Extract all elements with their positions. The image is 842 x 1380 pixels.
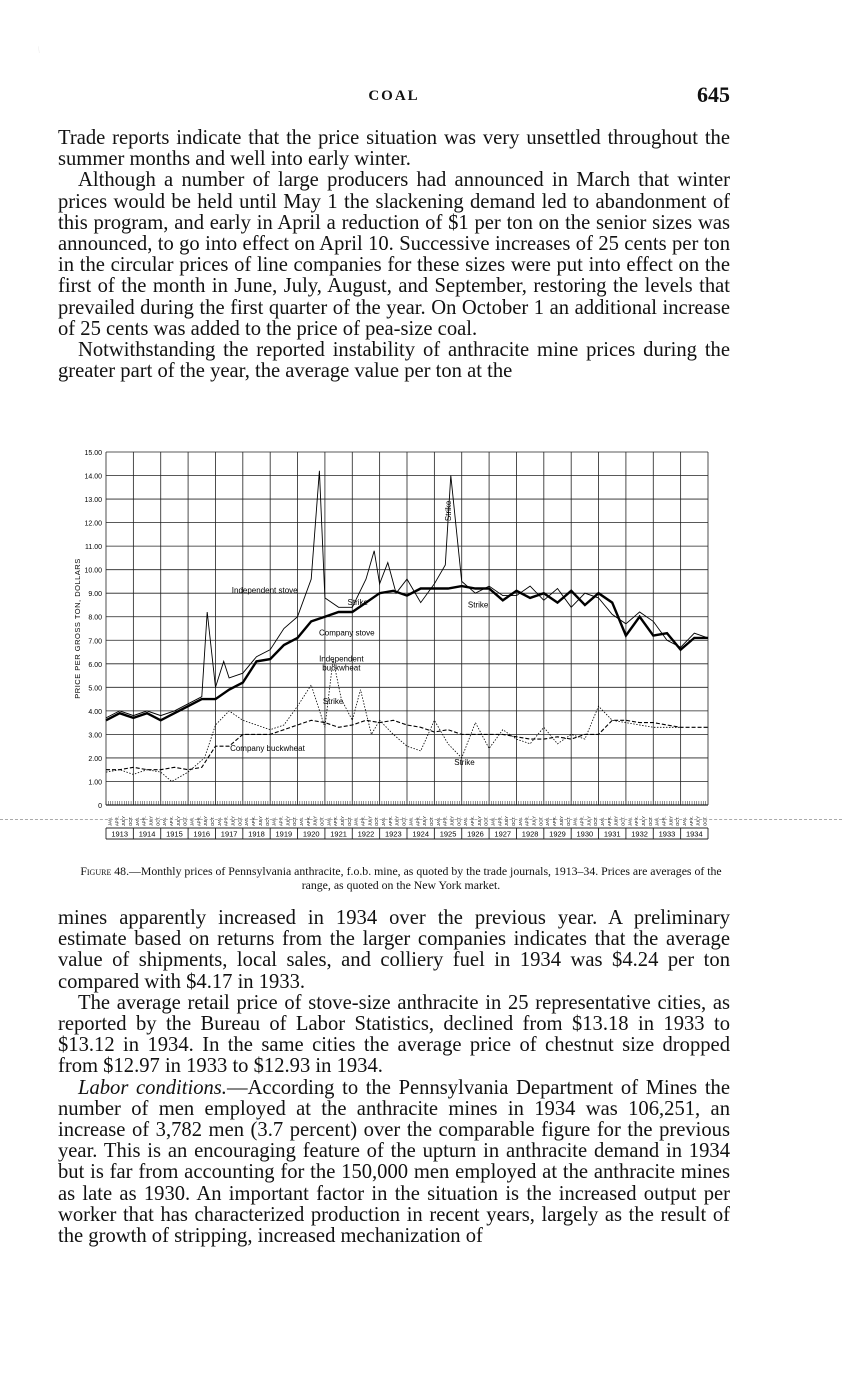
month-tick-label: JULY [504,816,510,826]
figure-chart [68,440,718,850]
month-tick-label: OCT. [401,816,407,826]
body-text-bottom [58,908,730,1247]
year-label: 1930 [576,829,594,839]
y-tick-label: 15.00 [84,450,102,457]
year-label: 1914 [138,829,156,839]
month-tick-label: JAN. [298,816,304,826]
year-label: 1920 [302,829,320,839]
month-tick-label: JAN. [435,816,441,826]
month-tick-label: OCT. [319,816,325,826]
month-tick-label: JAN. [326,816,332,826]
chart-annotation: Strike [467,600,489,610]
month-tick-label: JULY [422,816,428,826]
year-label: 1923 [384,829,402,839]
month-tick-label: JAN. [216,816,222,826]
year-label: 1921 [330,829,347,839]
month-tick-label: JAN. [134,816,140,826]
y-tick-label: 5.00 [88,685,102,693]
month-tick-label: APR. [552,816,558,826]
labor-text: —According to the Pennsylvania Department of Mines the number of men employed at the anthracite mines in 1934 was 106,251, an increase of 3,782 men (3.7 percent) over the comparable figure for the previous year. This is an encouraging feature of the upturn in anthracite demand in 1934 but is far from accounting for the 150,000 men employed at the anthracite mines as late as 1930. An important factor in the situation is the increased output per worker that has characterized production in recent years, largely as the result of the growth of stripping, increased mechanization of [58,1076,730,1248]
month-tick-label: APR. [524,816,530,826]
year-label: 1931 [603,829,621,839]
year-label: 1915 [166,829,183,839]
chart-annotation: Independent buckwheat [319,654,364,673]
month-tick-label: APR. [223,816,229,826]
y-tick-label: 2.00 [88,755,102,763]
y-tick-label: 10.00 [84,567,102,575]
month-tick-label: JULY [175,816,181,826]
month-tick-label: APR. [333,816,339,826]
month-tick-label: JAN. [654,816,660,826]
month-tick-label: JULY [531,816,537,826]
month-tick-label: OCT. [593,816,599,826]
month-tick-label: JAN. [162,816,168,826]
chart-annotation: Independent stove [231,586,298,596]
caption-text: —Monthly prices of Pennsylvania anthracite, f.o.b. mine, as quoted by the trade journals, 1913–34. Prices are averages of the range, as quoted on the New York market. [129,864,722,892]
year-label: 1918 [248,829,265,839]
y-tick-label: 8.00 [88,614,102,622]
chart-annotation: Strike [347,597,368,607]
month-tick-label: APR. [469,816,475,826]
month-tick-label: JAN. [107,816,113,826]
month-tick-label: JULY [367,816,373,826]
month-tick-label: OCT. [428,816,434,826]
y-tick-label: 13.00 [84,497,102,505]
month-tick-label: JULY [285,816,291,826]
running-head: COAL [368,88,420,104]
month-tick-label: OCT. [647,816,653,826]
month-tick-label: JULY [641,816,647,826]
year-label: 1934 [685,829,703,839]
month-tick-label: APR. [579,816,585,826]
year-label: 1926 [467,829,484,839]
month-tick-label: OCT. [374,816,380,826]
scan-rule [0,819,842,820]
month-tick-label: APR. [141,816,147,826]
y-tick-label: 7.00 [88,638,102,646]
year-label: 1928 [521,829,539,839]
month-tick-label: APR. [688,816,694,826]
month-tick-label: APR. [442,816,448,826]
month-tick-label: JAN. [271,816,277,826]
y-tick-label: 3.00 [88,732,102,740]
y-tick-label: 4.00 [88,708,102,716]
month-tick-label: APR. [251,816,257,826]
month-tick-label: JAN. [682,816,688,826]
paragraph: Although a number of large producers had announced in March that winter prices would be held until May 1 the slackening demand led to abandonment of this program, and early in April a reduction of $1 per ton on the senior sizes was announced, to go into effect on April 10. Successive increases of 25 cents per ton in the circular prices of line companies for these sizes were put into effect on the first of the month in June, July, August, and September, restoring the levels that prevailed during the first quarter of the year. On October 1 an additional increase of 25 cents was added to the price of pea-size coal. [58,169,730,340]
caption-label: Figure 48. [80,864,130,878]
month-tick-label: JAN. [517,816,523,826]
month-tick-label: OCT. [182,816,188,826]
page-number: 645 [697,82,730,107]
body-text-top [58,128,730,382]
month-tick-label: APR. [168,816,174,826]
year-label: 1922 [357,829,375,839]
month-tick-label: JULY [340,816,346,826]
month-tick-label: OCT. [620,816,626,826]
month-tick-label: APR. [305,816,311,826]
month-tick-label: JAN. [627,816,633,826]
month-tick-label: APR. [387,816,393,826]
figure-caption [70,864,732,892]
margin-scan-line [38,0,40,100]
month-tick-label: OCT. [155,816,161,826]
month-tick-label: JAN. [463,816,469,826]
month-tick-label: OCT. [292,816,298,826]
paragraph: Trade reports indicate that the price situation was very unsettled throughout the summer months and well into early winter. [58,127,730,171]
month-tick-label: OCT. [210,816,216,826]
month-tick-label: JAN. [189,816,195,826]
month-tick-label: JULY [476,816,482,826]
month-tick-label: JULY [586,816,592,826]
month-tick-label: JAN. [599,816,605,826]
paragraph: Notwithstanding the reported instability of anthracite mine prices during the greater part of the year, the average value per ton at the [58,339,730,383]
month-tick-label: JULY [695,816,701,826]
month-tick-label: OCT. [538,816,544,826]
month-tick-label: JAN. [244,816,250,826]
month-tick-label: JULY [558,816,564,826]
month-tick-label: JAN. [408,816,414,826]
month-tick-label: APR. [415,816,421,826]
month-tick-label: JULY [312,816,318,826]
month-tick-label: JULY [394,816,400,826]
year-label: 1925 [439,829,457,839]
y-tick-label: 9.00 [88,591,102,599]
month-tick-label: APR. [360,816,366,826]
month-tick-label: JULY [449,816,455,826]
month-tick-label: OCT. [456,816,462,826]
year-label: 1917 [220,829,238,839]
year-label: 1929 [549,829,566,839]
month-tick-label: JULY [668,816,674,826]
month-tick-label: APR. [196,816,202,826]
price-chart [68,440,718,850]
year-label: 1916 [193,829,211,839]
month-tick-label: JAN. [381,816,387,826]
month-tick-label: APR. [278,816,284,826]
year-label: 1924 [412,829,430,839]
month-tick-label: OCT. [702,816,708,826]
month-tick-label: APR. [634,816,640,826]
year-label: 1919 [275,829,293,839]
paragraph: The average retail price of stove-size anthracite in 25 representative cities, as reported by the Bureau of Labor Statistics, declined from $13.18 in 1933 to $13.12 in 1934. In the same cities the average price of chestnut size dropped from $12.97 in 1933 to $12.93 in 1934. [58,991,730,1078]
labor-heading: Labor conditions. [78,1076,227,1099]
y-axis-label: PRICE PER GROSS TON, DOLLARS [73,558,82,699]
month-tick-label: OCT. [565,816,571,826]
year-label: 1913 [111,829,129,839]
month-tick-label: OCT. [237,816,243,826]
year-label: 1933 [658,829,676,839]
y-tick-label: 12.00 [84,520,102,528]
month-tick-label: OCT. [127,816,133,826]
chart-annotation: Strike [322,696,344,706]
labor-paragraph [58,1078,730,1248]
chart-annotation: Strike [443,500,453,522]
month-tick-label: APR. [661,816,667,826]
month-tick-label: JAN. [572,816,578,826]
chart-annotation: Strike [454,757,475,767]
month-tick-label: APR. [497,816,503,826]
month-tick-label: APR. [114,816,120,826]
month-tick-label: OCT. [346,816,352,826]
year-label: 1932 [631,829,648,839]
y-tick-label: 14.00 [84,473,102,481]
y-tick-label: 11.00 [85,544,102,552]
month-tick-label: JAN. [490,816,496,826]
month-tick-label: JULY [121,816,127,826]
month-tick-label: JULY [230,816,236,826]
paragraph: mines apparently increased in 1934 over the previous year. A preliminary estimate based on returns from the larger companies indicates that the average value of shipments, local sales, and colliery fuel in 1934 was $4.24 per ton compared with $4.17 in 1933. [58,907,730,993]
month-tick-label: JULY [203,816,209,826]
month-tick-label: JULY [257,816,263,826]
y-tick-label: 6.00 [88,661,102,669]
month-tick-label: OCT. [264,816,270,826]
month-tick-label: JULY [148,816,154,826]
month-tick-label: JAN. [353,816,359,826]
year-label: 1927 [494,829,512,839]
month-tick-label: JAN. [545,816,551,826]
month-tick-label: APR. [606,816,612,826]
chart-annotation: Company buckwheat [230,743,305,753]
month-tick-label: OCT. [483,816,489,826]
y-tick-label: 1.00 [88,779,102,787]
y-tick-label: 0 [98,803,102,810]
month-tick-label: OCT. [511,816,517,826]
month-tick-label: OCT. [675,816,681,826]
chart-annotation: Company stove [319,628,375,638]
month-tick-label: JULY [613,816,619,826]
page-header [58,82,730,112]
